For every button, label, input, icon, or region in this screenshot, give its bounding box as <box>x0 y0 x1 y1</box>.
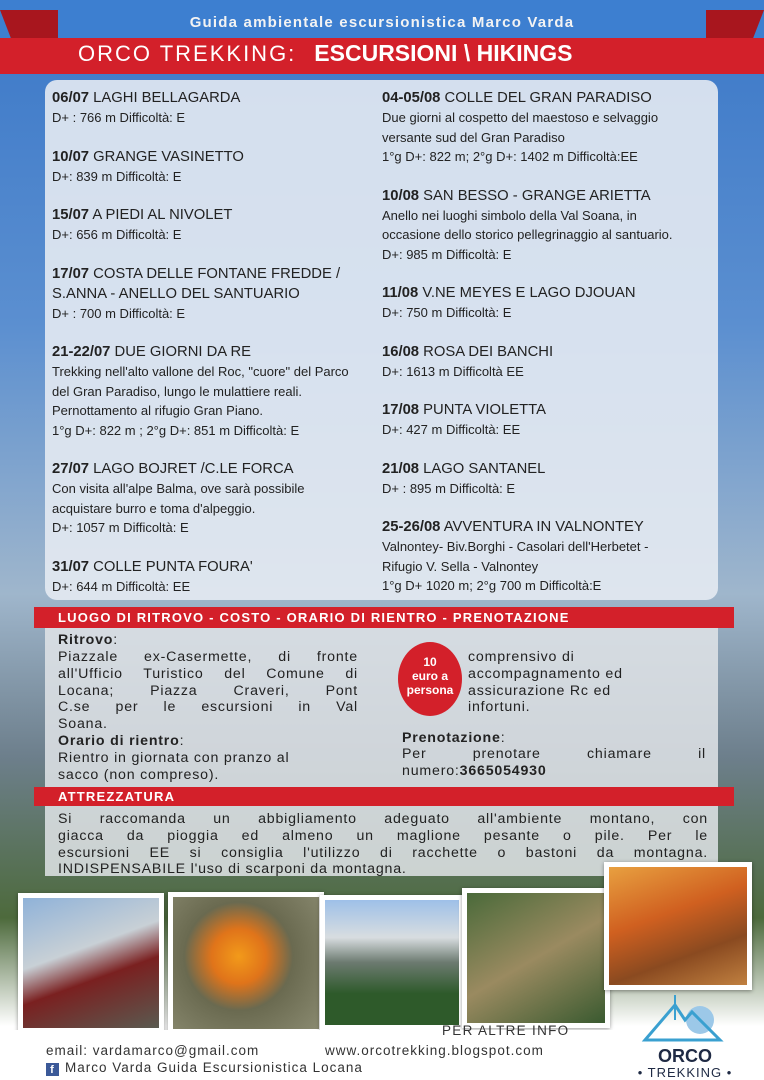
ritrovo-label: Ritrovo: <box>58 632 119 648</box>
event-item <box>52 205 372 245</box>
event-item <box>382 283 717 323</box>
price-per: persona <box>406 683 454 697</box>
schedule-left-column <box>52 88 372 615</box>
event-item <box>52 459 372 538</box>
event-detail: occasione dello storico pellegrinaggio al santuario. <box>382 227 673 242</box>
event-name: LAGO BOJRET /C.LE FORCA <box>93 461 294 477</box>
event-heading <box>382 186 717 206</box>
event-name: LAGHI BELLAGARDA <box>93 90 241 106</box>
event-name: COLLE PUNTA FOURA' <box>93 558 253 575</box>
event-heading <box>382 517 717 537</box>
text-line: INDISPENSABILE l'uso di scarponi da montagna. <box>58 861 407 878</box>
subtitle: Guida ambientale escursionistica Marco Varda <box>189 14 575 31</box>
logo-text-orco: ORCO <box>658 1046 712 1066</box>
orario-label-text: Orario di rientro <box>58 733 180 749</box>
event-date: 10/08 <box>382 187 420 204</box>
orco-trekking-logo <box>630 990 740 1080</box>
event-item <box>382 459 717 499</box>
event-date: 11/08 <box>382 285 419 301</box>
event-heading <box>382 283 717 303</box>
event-item <box>52 147 372 187</box>
logo-text-trekking: • TREKKING • <box>637 1065 733 1080</box>
event-detail: acquistare burro e toma d'alpeggio. <box>52 500 256 516</box>
event-date: 15/07 <box>52 207 90 223</box>
price-amount: 10 <box>423 655 437 669</box>
text-line: Locana; Piazza Craveri, Pont <box>58 682 358 699</box>
event-detail: D+: 656 m Difficoltà: E <box>52 227 182 242</box>
event-detail: Rifugio V. Sella - Valnontey <box>382 558 539 574</box>
event-date: 10/07 <box>52 148 90 165</box>
event-detail: Anello nei luoghi simbolo della Val Soana, in <box>382 207 637 223</box>
event-item <box>52 88 372 128</box>
event-date: 17/07 <box>52 265 90 282</box>
more-info-label: PER ALTRE INFO <box>442 1023 570 1038</box>
text-line: accompagnamento ed <box>468 665 623 682</box>
text-line: assicurazione Rc ed <box>468 682 611 699</box>
photo-mountains <box>320 895 464 1030</box>
photo-hiker <box>18 893 164 1033</box>
prenotazione-number <box>402 763 547 780</box>
event-name: DUE GIORNI DA RE <box>114 344 252 360</box>
event-item <box>382 88 717 167</box>
schedule-right-column <box>382 88 717 615</box>
prenotazione-text: Per prenotare chiamare il <box>402 746 706 762</box>
phone-number[interactable]: 3665054930 <box>459 763 547 779</box>
text-line: C.se per le escursioni in Val <box>58 699 358 716</box>
event-heading <box>52 88 372 108</box>
event-name: ROSA DEI BANCHI <box>423 343 554 360</box>
event-heading <box>382 459 717 479</box>
text-line: escursioni EE si consiglia l'utilizzo di racchette o bastoni da montagna. <box>58 844 708 861</box>
event-date: 16/08 <box>382 343 420 360</box>
event-heading <box>52 342 372 362</box>
event-heading <box>382 400 717 420</box>
event-detail: D+: 839 m Difficoltà: E <box>52 168 182 184</box>
facebook-link[interactable] <box>46 1060 363 1076</box>
event-date: 27/07 <box>52 461 90 477</box>
prenotazione-label: Prenotazione: <box>402 730 506 746</box>
facebook-icon: f <box>46 1063 59 1076</box>
ritrovo-text <box>58 649 358 733</box>
text-line: Si raccomanda un abbigliamento adeguato all'ambiente montano, con <box>58 811 708 827</box>
event-detail: Con visita all'alpe Balma, ove sarà possibile <box>52 481 305 496</box>
price-badge <box>398 642 462 716</box>
photo-lily <box>168 892 324 1034</box>
page-title <box>78 40 572 68</box>
event-date: 25-26/08 <box>382 519 441 535</box>
event-name: SAN BESSO - GRANGE ARIETTA <box>423 187 651 204</box>
event-item <box>382 400 717 440</box>
text-line: all'Ufficio Turistico del Comune di <box>58 665 358 682</box>
text-line: Piazzale ex-Casermette, di fronte <box>58 649 358 665</box>
text-line: sacco (non compreso). <box>58 766 220 783</box>
text-line: Soana. <box>58 716 108 733</box>
info-bar: LUOGO DI RITROVO - COSTO - ORARIO DI RIENTRO - PRENOTAZIONE <box>34 607 734 628</box>
event-item <box>52 557 372 597</box>
event-heading <box>52 205 372 225</box>
event-detail: D+: 1613 m Difficoltà EE <box>382 363 524 379</box>
photo-fawn <box>462 888 610 1028</box>
title-brand: ORCO TREKKING: <box>78 41 297 66</box>
event-name: PUNTA VIOLETTA <box>423 402 546 418</box>
event-heading <box>52 459 372 479</box>
event-item <box>52 342 372 440</box>
event-heading <box>52 147 372 167</box>
event-detail: D+: 1057 m Difficoltà: E <box>52 520 189 535</box>
event-detail: Valnontey- Biv.Borghi - Casolari dell'Herbetet - <box>382 539 649 554</box>
event-heading <box>52 264 372 304</box>
event-date: 04-05/08 <box>382 90 441 106</box>
photo-autumn-forest <box>604 862 752 990</box>
event-detail: 1°g D+: 822 m; 2°g D+: 1402 m Difficoltà:EE <box>382 149 638 164</box>
event-detail: 1°g D+ 1020 m; 2°g 700 m Difficoltà:E <box>382 578 602 593</box>
event-item <box>382 342 717 382</box>
event-date: 17/08 <box>382 402 420 418</box>
prenotazione-label-text: Prenotazione <box>402 730 501 746</box>
event-name: A PIEDI AL NIVOLET <box>92 207 233 223</box>
event-name: GRANGE VASINETTO <box>93 148 244 165</box>
phone-prefix: numero: <box>402 763 460 779</box>
facebook-text: Marco Varda Guida Escursionistica Locana <box>65 1060 363 1075</box>
gear-bar: ATTREZZATURA <box>34 787 734 806</box>
event-detail: D+ : 700 m Difficoltà: E <box>52 305 186 321</box>
event-detail: D+: 750 m Difficoltà: E <box>382 305 512 320</box>
event-detail: Trekking nell'alto vallone del Roc, "cuore" del Parco <box>52 364 349 379</box>
event-detail: D+: 985 m Difficoltà: E <box>382 246 512 262</box>
event-detail: 1°g D+: 822 m ; 2°g D+: 851 m Difficoltà: E <box>52 422 300 438</box>
event-date: 06/07 <box>52 90 90 106</box>
event-detail: Pernottamento al rifugio Gran Piano. <box>52 403 264 418</box>
price-unit: euro a <box>411 669 448 683</box>
event-detail: versante sud del Gran Paradiso <box>382 129 565 145</box>
text-line: Rientro in giornata con pranzo al <box>58 750 290 766</box>
event-date: 21/08 <box>382 460 420 477</box>
event-name: COSTA DELLE FONTANE FREDDE / S.ANNA - ANELLO DEL SANTUARIO <box>52 265 341 302</box>
event-item <box>52 264 372 324</box>
event-heading <box>382 88 717 108</box>
price-description <box>468 649 708 716</box>
event-detail: Due giorni al cospetto del maestoso e selvaggio <box>382 110 659 125</box>
event-detail: del Gran Paradiso, lungo le mulattiere reali. <box>52 383 303 399</box>
event-item <box>382 186 717 265</box>
event-item <box>382 517 717 596</box>
text-line: comprensivo di <box>468 649 575 665</box>
text-line: infortuni. <box>468 699 531 716</box>
event-detail: D+: 644 m Difficoltà: EE <box>52 578 191 594</box>
event-name: AVVENTURA IN VALNONTEY <box>443 519 644 535</box>
event-date: 31/07 <box>52 558 90 575</box>
event-name: LAGO SANTANEL <box>423 460 546 477</box>
event-heading <box>52 557 372 577</box>
text-line: giacca da pioggia ed almeno un maglione pesante o pile. Per le <box>58 827 708 844</box>
title-main: ESCURSIONI \ HIKINGS <box>314 40 573 66</box>
website-link[interactable]: www.orcotrekking.blogspot.com <box>325 1043 544 1058</box>
orario-text <box>58 750 358 784</box>
event-detail: D+: 427 m Difficoltà: EE <box>382 422 521 437</box>
mountain-logo-icon <box>630 990 740 1042</box>
event-name: V.NE MEYES E LAGO DJOUAN <box>422 285 636 301</box>
orario-label: Orario di rientro: <box>58 733 185 749</box>
event-heading <box>382 342 717 362</box>
event-detail: D+ : 766 m Difficoltà: E <box>52 110 186 125</box>
event-name: COLLE DEL GRAN PARADISO <box>444 90 652 106</box>
ritrovo-label-text: Ritrovo <box>58 632 114 648</box>
event-date: 21-22/07 <box>52 344 111 360</box>
email-link[interactable]: email: vardamarco@gmail.com <box>46 1043 260 1058</box>
event-detail: D+ : 895 m Difficoltà: E <box>382 480 516 496</box>
